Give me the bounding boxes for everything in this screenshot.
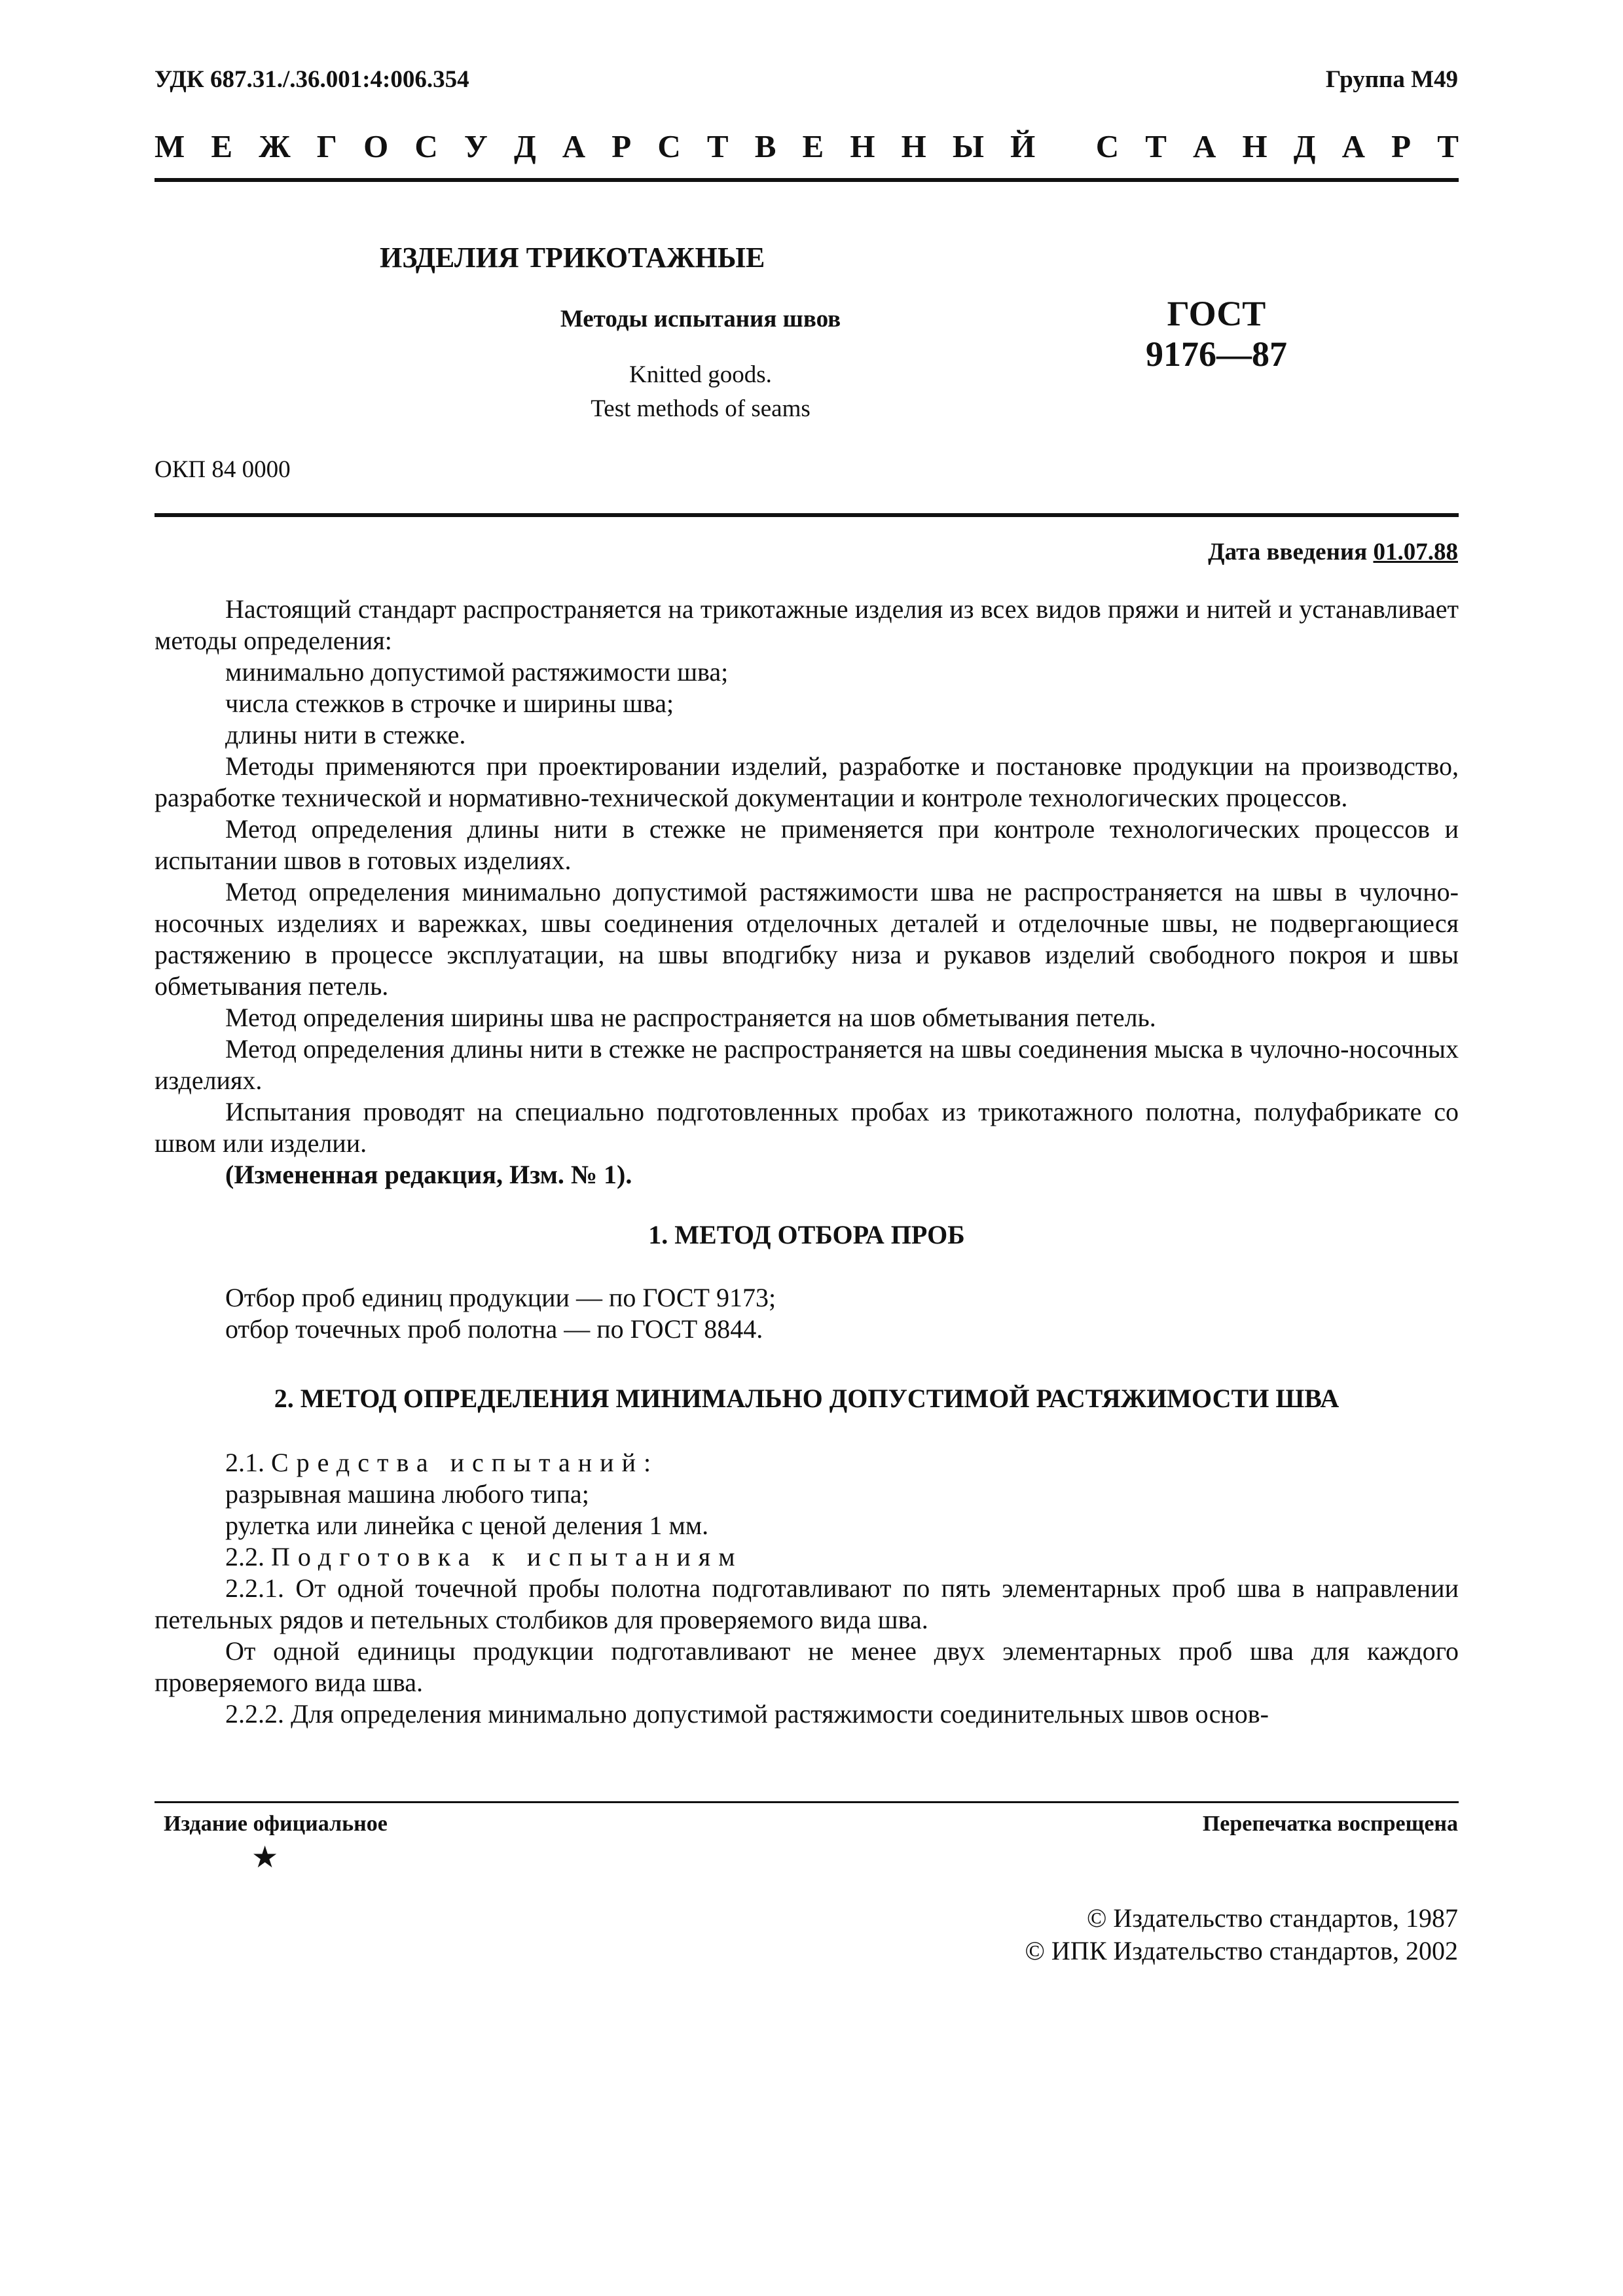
banner-letter: У (464, 128, 488, 164)
paragraph: От одной единицы продукции подготавливают не менее двух элементарных проб шва для каждого проверяемого вида шва. (155, 1636, 1459, 1697)
gost-number: 9176—87 (1146, 334, 1287, 374)
okp-code: ОКП 84 0000 (155, 456, 291, 483)
subsection-2-1-heading (155, 1447, 1459, 1479)
paragraph: Метод определения минимально допустимой растяжимости шва не распространяется на швы в чулочно-носочных изделиях и варежках, швы соединения отделочных деталей и отделочные швы, не подвергающиеся растяжению в процессе эксплуатации, на швы вподгибку низа и рукавов изделий свободного покроя и швы обметывания петель. (155, 877, 1459, 1001)
paragraph: Метод определения длины нити в стежке не распространяется на швы соединения мыска в чулочно-носочных изделиях. (155, 1034, 1459, 1095)
banner-letter: Ж (259, 128, 291, 164)
paragraph: Настоящий стандарт распространяется на трикотажные изделия из всех видов пряжи и нитей и устанавливает методы определения: (155, 594, 1459, 655)
official-edition-note: Издание официальное (164, 1812, 388, 1836)
banner-letter: С (414, 128, 438, 164)
copyright-line-2: © ИПК Издательство стандартов, 2002 (1025, 1936, 1458, 1965)
reprint-prohibited-note: Перепечатка воспрещена (1202, 1812, 1458, 1836)
banner-letter: М (155, 128, 185, 164)
copyright-block (1025, 1902, 1458, 1967)
banner-letter: Г (316, 128, 337, 164)
header-rule (155, 178, 1459, 182)
list-item: разрывная машина любого типа; (225, 1479, 589, 1509)
subsection-title: Средства испытаний: (271, 1448, 659, 1477)
banner-letter: Е (211, 128, 233, 164)
subtitle-block (340, 305, 1061, 426)
document-body (155, 594, 1459, 1730)
paragraph: 2.2.1. От одной точечной пробы полотна подготавливают по пять элементарных проб шва в направлении петельных рядов и петельных столбиков для проверяемого вида шва. (155, 1573, 1459, 1634)
banner-letter: Д (513, 128, 536, 164)
subtitle-english (340, 358, 1061, 426)
section-2-heading: 2. МЕТОД ОПРЕДЕЛЕНИЯ МИНИМАЛЬНО ДОПУСТИМОЙ РАСТЯЖИМОСТИ ШВА (274, 1384, 1340, 1413)
banner-letter: Р (611, 128, 632, 164)
subtitle-russian: Методы испытания швов (560, 306, 841, 332)
paragraph: Методы применяются при проектировании изделий, разработке и постановке продукции на производство, разработке технической и нормативно-технической документации и контроле технологических процессов. (155, 751, 1459, 812)
footer-rule (155, 1801, 1459, 1803)
paragraph: 2.2.2. Для определения минимально допустимой растяжимости соединительных швов основ- (225, 1699, 1269, 1729)
star-icon: ★ (251, 1840, 279, 1874)
gost-designation (1138, 293, 1295, 374)
subsection-number: 2.2. (225, 1542, 264, 1571)
copyright-line-1: © Издательство стандартов, 1987 (1086, 1903, 1458, 1933)
banner-letter (1061, 128, 1069, 165)
introduction-date-label: Дата введения (1208, 539, 1368, 565)
list-item: числа стежков в строчке и ширины шва; (225, 689, 674, 718)
banner-letter: С (657, 128, 681, 164)
paragraph: Метод определения длины нити в стежке не применяется при контроле технологических процессов и испытании швов в готовых изделиях. (155, 814, 1459, 875)
list-item: длины нити в стежке. (225, 720, 466, 749)
banner-letter: А (1341, 128, 1366, 164)
banner-letter: Д (1293, 128, 1316, 164)
banner-letter: Е (802, 128, 824, 164)
amendment-note: (Измененная редакция, Изм. № 1). (225, 1160, 632, 1189)
title-rule (155, 513, 1459, 517)
banner-letter: С (1095, 128, 1120, 164)
subsection-title: Подготовка к испытаниям (271, 1542, 743, 1571)
subtitle-english-line-2: Test methods of seams (591, 395, 811, 422)
banner-letter: А (562, 128, 586, 164)
section-1-heading: 1. МЕТОД ОТБОРА ПРОБ (648, 1220, 965, 1249)
banner-letter: Й (1010, 128, 1036, 164)
list-item: рулетка или линейка с ценой деления 1 мм. (225, 1511, 709, 1540)
banner-letter: Ы (952, 128, 984, 164)
banner-letter: Н (901, 128, 926, 164)
udk-code: УДК 687.31./.36.001:4:006.354 (155, 66, 469, 93)
introduction-date (1208, 538, 1458, 566)
banner-letter: Т (706, 128, 729, 164)
subsection-number: 2.1. (225, 1448, 264, 1477)
list-item: минимально допустимой растяжимости шва; (225, 657, 729, 687)
group-code: Группа М49 (1325, 66, 1458, 93)
banner-letter: О (363, 128, 389, 164)
paragraph: отбор точечных проб полотна — по ГОСТ 8844. (225, 1314, 763, 1344)
document-title: ИЗДЕЛИЯ ТРИКОТАЖНЫЕ (380, 242, 765, 274)
banner-letter: В (754, 128, 776, 164)
banner-letter: Н (1242, 128, 1267, 164)
banner-letter: А (1193, 128, 1216, 164)
banner-letter: Т (1437, 128, 1459, 164)
gost-label: ГОСТ (1167, 294, 1266, 333)
banner-letter: Н (850, 128, 875, 164)
subtitle-english-line-1: Knitted goods. (629, 361, 772, 388)
banner-letter: Т (1145, 128, 1167, 164)
paragraph: Метод определения ширины шва не распространяется на шов обметывания петель. (225, 1003, 1156, 1032)
paragraph: Отбор проб единиц продукции — по ГОСТ 9173; (225, 1283, 776, 1312)
banner-letter: Р (1391, 128, 1412, 164)
standard-type-banner (155, 128, 1459, 165)
introduction-date-value: 01.07.88 (1373, 539, 1458, 565)
subsection-2-2-heading (155, 1541, 1459, 1573)
paragraph: Испытания проводят на специально подготовленных пробах из трикотажного полотна, полуфабрикате со швом или изделии. (155, 1097, 1459, 1158)
